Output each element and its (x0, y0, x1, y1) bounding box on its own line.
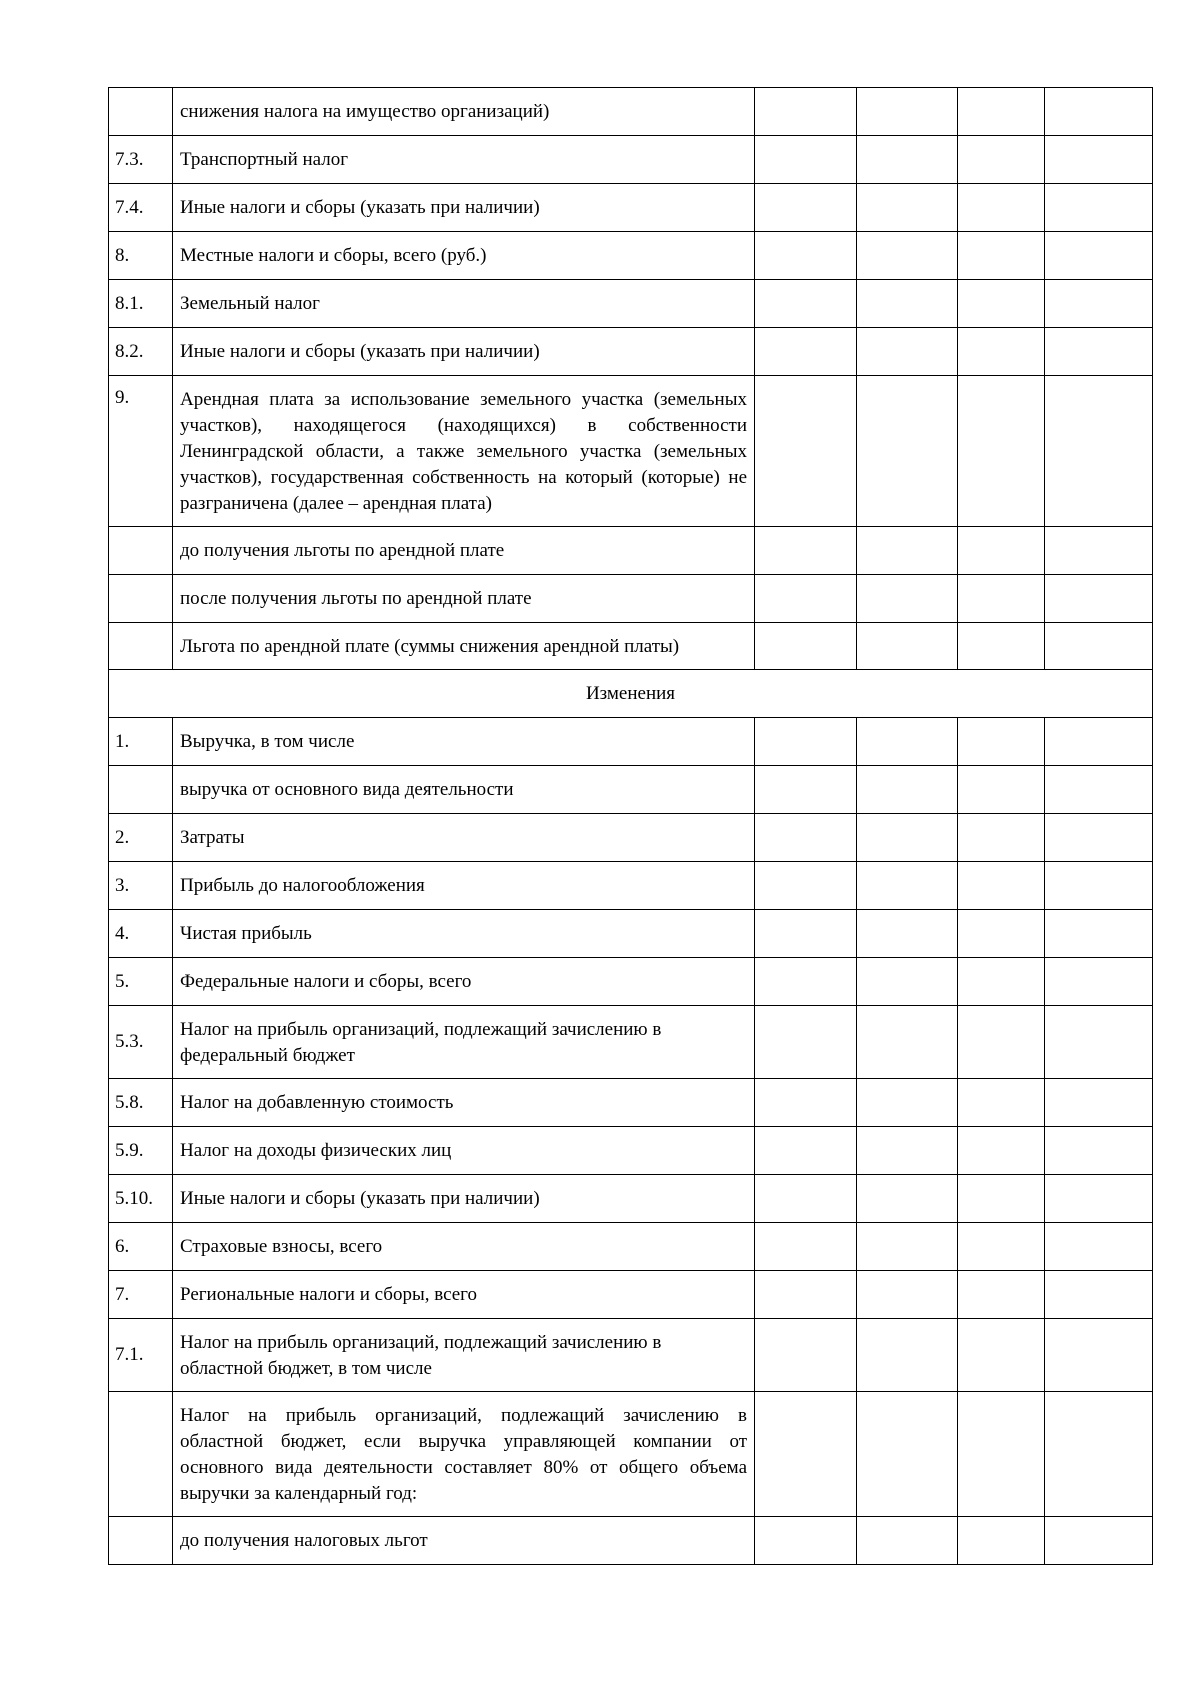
value-cell (1045, 958, 1153, 1006)
value-cell (755, 328, 857, 376)
row-number (109, 575, 173, 623)
value-cell (857, 1517, 958, 1565)
table-row (109, 1271, 1153, 1319)
value-cell (857, 958, 958, 1006)
row-label: Чистая прибыль (173, 910, 755, 958)
table-row (109, 1175, 1153, 1223)
value-cell (755, 376, 857, 527)
value-cell (755, 280, 857, 328)
table-row (109, 232, 1153, 280)
value-cell (857, 766, 958, 814)
row-label: Льгота по арендной плате (суммы снижения арендной платы) (173, 623, 755, 670)
value-cell (958, 1079, 1045, 1127)
value-cell (1045, 1079, 1153, 1127)
value-cell (857, 623, 958, 670)
value-cell (958, 814, 1045, 862)
value-cell (857, 1127, 958, 1175)
value-cell (958, 527, 1045, 575)
value-cell (1045, 718, 1153, 766)
table-row (109, 1517, 1153, 1565)
value-cell (958, 862, 1045, 910)
row-label: Федеральные налоги и сборы, всего (173, 958, 755, 1006)
row-number: 4. (109, 910, 173, 958)
table-row (109, 1006, 1153, 1079)
row-number (109, 766, 173, 814)
value-cell (958, 958, 1045, 1006)
value-cell (857, 1271, 958, 1319)
row-label: после получения льготы по арендной плате (173, 575, 755, 623)
value-cell (1045, 910, 1153, 958)
value-cell (1045, 527, 1153, 575)
value-cell (1045, 1319, 1153, 1392)
value-cell (958, 623, 1045, 670)
row-number: 8.1. (109, 280, 173, 328)
value-cell (958, 910, 1045, 958)
row-label: до получения налоговых льгот (173, 1517, 755, 1565)
value-cell (755, 136, 857, 184)
value-cell (857, 718, 958, 766)
row-label: Страховые взносы, всего (173, 1223, 755, 1271)
value-cell (958, 1319, 1045, 1392)
row-number: 8. (109, 232, 173, 280)
value-cell (958, 766, 1045, 814)
value-cell (958, 280, 1045, 328)
value-cell (958, 184, 1045, 232)
value-cell (1045, 376, 1153, 527)
value-cell (857, 910, 958, 958)
row-label: Иные налоги и сборы (указать при наличии) (173, 1175, 755, 1223)
value-cell (755, 232, 857, 280)
value-cell (755, 1319, 857, 1392)
value-cell (857, 1079, 958, 1127)
value-cell (857, 376, 958, 527)
indicators-table (108, 87, 1153, 1565)
value-cell (958, 88, 1045, 136)
row-label: Региональные налоги и сборы, всего (173, 1271, 755, 1319)
value-cell (1045, 328, 1153, 376)
value-cell (755, 1175, 857, 1223)
value-cell (755, 1392, 857, 1517)
value-cell (857, 862, 958, 910)
row-number: 8.2. (109, 328, 173, 376)
value-cell (958, 1127, 1045, 1175)
value-cell (1045, 814, 1153, 862)
value-cell (958, 136, 1045, 184)
row-label: до получения льготы по арендной плате (173, 527, 755, 575)
value-cell (755, 862, 857, 910)
value-cell (1045, 88, 1153, 136)
value-cell (755, 1223, 857, 1271)
value-cell (857, 1392, 958, 1517)
value-cell (755, 958, 857, 1006)
row-number: 6. (109, 1223, 173, 1271)
value-cell (958, 1517, 1045, 1565)
row-number: 7.4. (109, 184, 173, 232)
row-number (109, 1392, 173, 1517)
row-number: 1. (109, 718, 173, 766)
value-cell (958, 1223, 1045, 1271)
table-row (109, 862, 1153, 910)
row-number: 7.1. (109, 1319, 173, 1392)
table-row (109, 814, 1153, 862)
row-label: Выручка, в том числе (173, 718, 755, 766)
value-cell (1045, 1392, 1153, 1517)
row-label: выручка от основного вида деятельности (173, 766, 755, 814)
row-label: Налог на добавленную стоимость (173, 1079, 755, 1127)
value-cell (1045, 232, 1153, 280)
section-heading: Изменения (109, 670, 1153, 718)
row-number: 5.3. (109, 1006, 173, 1079)
row-number: 7. (109, 1271, 173, 1319)
value-cell (857, 1223, 958, 1271)
value-cell (1045, 766, 1153, 814)
value-cell (755, 623, 857, 670)
value-cell (857, 136, 958, 184)
table-row (109, 910, 1153, 958)
table-row (109, 88, 1153, 136)
table-row (109, 1079, 1153, 1127)
row-number (109, 623, 173, 670)
table-row (109, 1392, 1153, 1517)
value-cell (1045, 184, 1153, 232)
table-row (109, 184, 1153, 232)
value-cell (958, 575, 1045, 623)
value-cell (755, 1271, 857, 1319)
row-number (109, 527, 173, 575)
row-label: Арендная плата за использование земельного участка (земельных участков), находящегося (находящихся) в собственности Ленинградской области, а также земельного участка (земельных участков), государственная собственность на который (которые) не разграничена (далее – арендная плата) (173, 376, 755, 527)
value-cell (755, 1127, 857, 1175)
value-cell (755, 575, 857, 623)
value-cell (958, 328, 1045, 376)
row-label: Транспортный налог (173, 136, 755, 184)
value-cell (958, 1175, 1045, 1223)
section-row (109, 670, 1153, 718)
value-cell (755, 718, 857, 766)
row-number: 3. (109, 862, 173, 910)
value-cell (755, 1079, 857, 1127)
value-cell (857, 88, 958, 136)
table-row (109, 1319, 1153, 1392)
value-cell (1045, 1271, 1153, 1319)
table-row (109, 527, 1153, 575)
value-cell (755, 1517, 857, 1565)
value-cell (755, 1006, 857, 1079)
row-number: 5. (109, 958, 173, 1006)
row-label: Налог на прибыль организаций, подлежащий зачислению в федеральный бюджет (173, 1006, 755, 1079)
row-number: 5.10. (109, 1175, 173, 1223)
value-cell (755, 184, 857, 232)
value-cell (755, 814, 857, 862)
row-number: 7.3. (109, 136, 173, 184)
value-cell (1045, 280, 1153, 328)
row-label: снижения налога на имущество организаций) (173, 88, 755, 136)
value-cell (958, 1006, 1045, 1079)
value-cell (857, 280, 958, 328)
table-row (109, 718, 1153, 766)
table-row (109, 280, 1153, 328)
value-cell (755, 910, 857, 958)
table-row (109, 328, 1153, 376)
table-row (109, 575, 1153, 623)
value-cell (857, 1175, 958, 1223)
table-row (109, 958, 1153, 1006)
value-cell (958, 1392, 1045, 1517)
table-row (109, 766, 1153, 814)
value-cell (755, 88, 857, 136)
value-cell (1045, 862, 1153, 910)
value-cell (755, 766, 857, 814)
row-number: 5.9. (109, 1127, 173, 1175)
table-row (109, 1223, 1153, 1271)
row-number (109, 88, 173, 136)
row-number: 2. (109, 814, 173, 862)
value-cell (1045, 1223, 1153, 1271)
value-cell (857, 184, 958, 232)
value-cell (1045, 1127, 1153, 1175)
row-label: Местные налоги и сборы, всего (руб.) (173, 232, 755, 280)
row-number (109, 1517, 173, 1565)
row-label: Иные налоги и сборы (указать при наличии) (173, 184, 755, 232)
value-cell (958, 1271, 1045, 1319)
value-cell (1045, 1175, 1153, 1223)
row-label: Иные налоги и сборы (указать при наличии) (173, 328, 755, 376)
row-label: Налог на прибыль организаций, подлежащий зачислению в областной бюджет, если выручка управляющей компании от основного вида деятельности составляет 80% от общего объема выручки за календарный год: (173, 1392, 755, 1517)
value-cell (958, 232, 1045, 280)
value-cell (1045, 136, 1153, 184)
value-cell (1045, 1517, 1153, 1565)
row-label: Земельный налог (173, 280, 755, 328)
value-cell (958, 376, 1045, 527)
value-cell (857, 328, 958, 376)
value-cell (857, 527, 958, 575)
row-number: 5.8. (109, 1079, 173, 1127)
table-row (109, 376, 1153, 527)
value-cell (1045, 623, 1153, 670)
value-cell (857, 1319, 958, 1392)
table-row (109, 1127, 1153, 1175)
row-label: Налог на прибыль организаций, подлежащий зачислению в областной бюджет, в том числе (173, 1319, 755, 1392)
row-label: Налог на доходы физических лиц (173, 1127, 755, 1175)
row-label: Затраты (173, 814, 755, 862)
value-cell (857, 1006, 958, 1079)
table-row (109, 623, 1153, 670)
value-cell (958, 718, 1045, 766)
value-cell (857, 814, 958, 862)
value-cell (857, 575, 958, 623)
value-cell (1045, 1006, 1153, 1079)
table-row (109, 136, 1153, 184)
value-cell (1045, 575, 1153, 623)
value-cell (755, 527, 857, 575)
row-label: Прибыль до налогообложения (173, 862, 755, 910)
value-cell (857, 232, 958, 280)
row-number: 9. (109, 376, 173, 527)
